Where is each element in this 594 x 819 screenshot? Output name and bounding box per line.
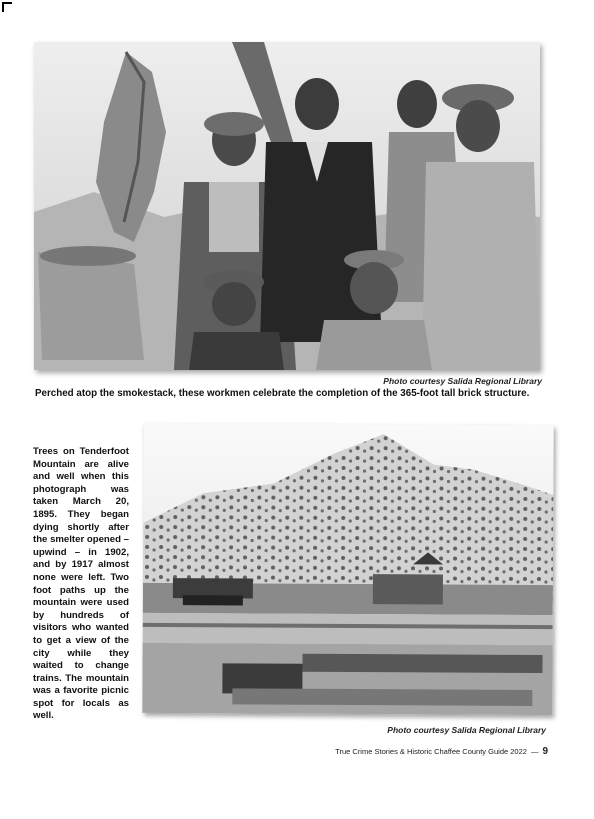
photo2-credit: Photo courtesy Salida Regional Library <box>387 725 546 735</box>
page-footer <box>335 746 548 757</box>
footer-separator: — <box>530 747 539 756</box>
tenderfoot-mountain-text: Trees on Tenderfoot Mountain are alive and well when this photograph was taken March 20, 1895. They began dying shortly after the smelter opened – upwind – in 1902, and by 1917 almost none were left. Two foot paths up the mountain were used by hundreds of visitors who wanted to get a view of the city while they waited to change trains. The mountain was a favorite picnic spot for locals as well. <box>33 446 129 722</box>
photo1-credit: Photo courtesy Salida Regional Library <box>383 376 542 386</box>
page-number: 9 <box>542 746 548 757</box>
tenderfoot-mountain-photo <box>142 423 554 715</box>
crop-mark <box>2 2 12 12</box>
workmen-photo <box>34 42 540 370</box>
photo1-caption: Perched atop the smokestack, these workmen celebrate the completion of the 365-foot tall brick structure. <box>35 388 530 399</box>
publication-title: True Crime Stories & Historic Chaffee County Guide 2022 <box>335 747 527 756</box>
